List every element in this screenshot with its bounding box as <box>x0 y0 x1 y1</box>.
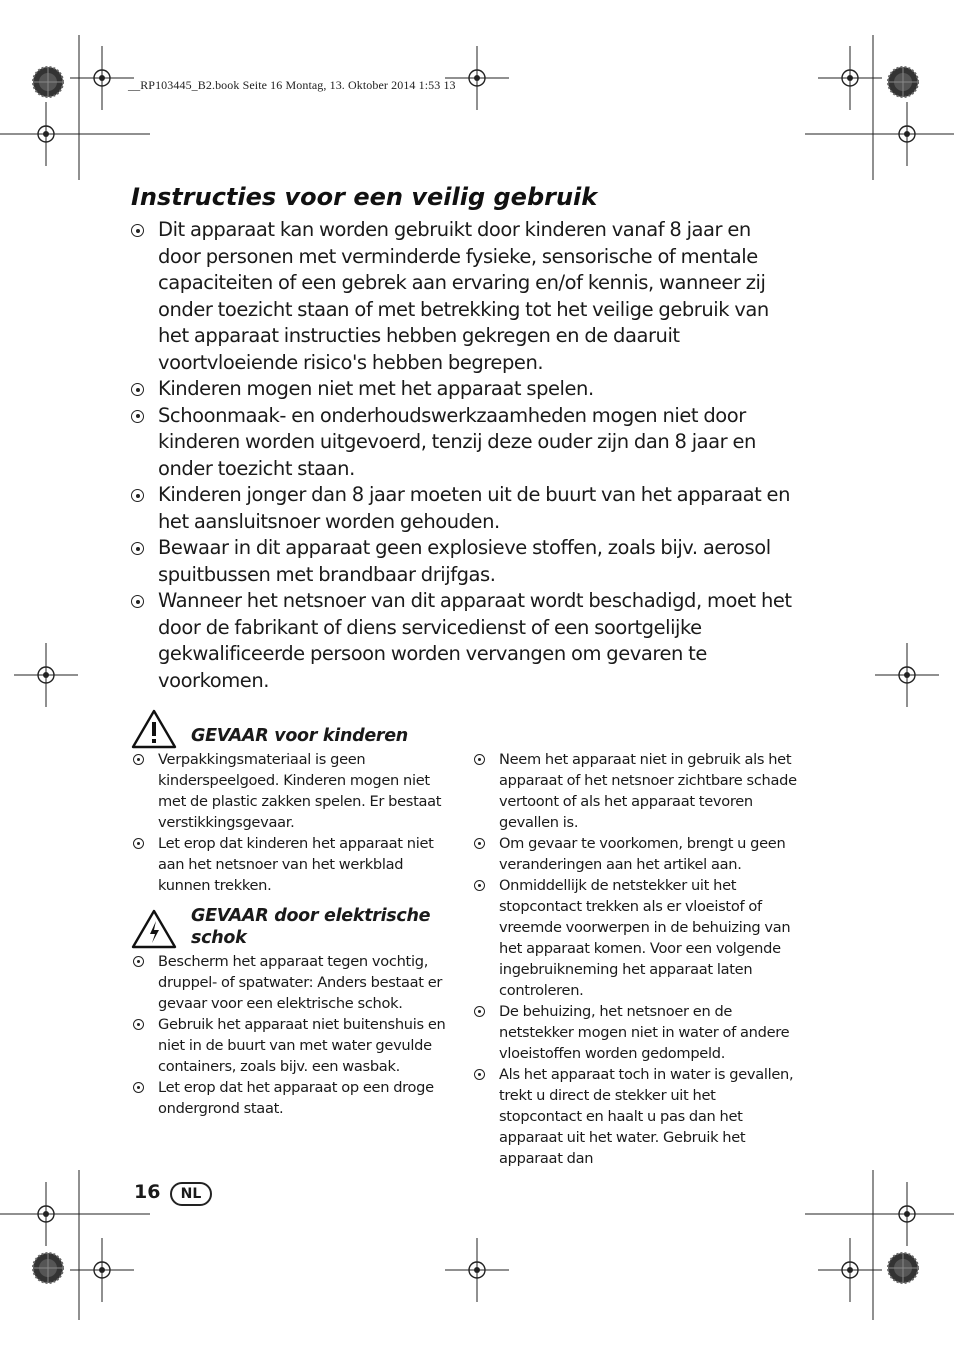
bullet-icon <box>131 542 144 555</box>
warning-electric-list <box>131 951 456 1119</box>
list-item: Kinderen mogen niet met het apparaat spelen. <box>131 376 797 403</box>
warning-children-title: GEVAAR voor kinderen <box>191 726 408 746</box>
warning-lightning-icon <box>131 909 177 949</box>
page-number: 16 <box>134 1181 161 1203</box>
list-item: Om gevaar te voorkomen, brengt u geen veranderingen aan het artikel aan. <box>472 833 797 875</box>
list-item: Schoonmaak- en onderhoudswerkzaamheden mogen niet door kinderen worden uitgevoerd, tenzij deze ouder zijn dan 8 jaar en onder toezicht staan. <box>131 403 797 483</box>
list-item: Onmiddellijk de netstekker uit het stopcontact trekken als er vloeistof of vreemde voorwerpen in de behuizing van het apparaat komen. Voor een volgende ingebruikneming het apparaat laten controleren. <box>472 875 797 1001</box>
bullet-icon <box>133 1019 144 1030</box>
bullet-icon <box>133 956 144 967</box>
list-item: Verpakkingsmateriaal is geen kinderspeelgoed. Kinderen mogen niet met de plastic zakken spelen. Er bestaat verstikkingsgevaar. <box>131 749 456 833</box>
warning-children-header <box>131 709 456 749</box>
list-item: Wanneer het netsnoer van dit apparaat wordt beschadigd, moet het door de fabrikant of diens servicedienst of een soortgelijke gekwalificeerde persoon worden vervangen om gevaren te voorkomen. <box>131 588 797 694</box>
bullet-icon <box>131 383 144 396</box>
bullet-icon <box>474 880 485 891</box>
list-item: Neem het apparaat niet in gebruik als het apparaat of het netsnoer zichtbare schade vertoont of als het apparaat tevoren gevallen is. <box>472 749 797 833</box>
bullet-icon <box>133 838 144 849</box>
bullet-icon <box>474 1069 485 1080</box>
warning-children-list <box>131 749 456 896</box>
bullet-icon <box>474 754 485 765</box>
bullet-icon <box>131 489 144 502</box>
safety-instructions-list <box>131 217 797 694</box>
warning-electric-title: GEVAAR door elektrische schok <box>191 906 431 948</box>
language-badge: NL <box>170 1182 212 1206</box>
list-item: Dit apparaat kan worden gebruikt door kinderen vanaf 8 jaar en door personen met verminderde fysieke, sensorische of mentale capaciteiten of een gebrek aan ervaring en/of kennis, wanneer zij onder toezicht staan of met betrekking tot het veilige gebruik van het apparaat instructies hebben gekregen en de daaruit voortvloeiende risico's hebben begrepen. <box>131 217 797 376</box>
list-item: Gebruik het apparaat niet buitenshuis en niet in de buurt van met water gevulde containers, zoals bijv. een wasbak. <box>131 1014 456 1077</box>
right-column-list <box>472 749 797 1169</box>
list-item: Bewaar in dit apparaat geen explosieve stoffen, zoals bijv. aerosol spuitbussen met brandbaar drijfgas. <box>131 535 797 588</box>
right-column <box>472 749 797 1169</box>
bullet-icon <box>474 1006 485 1017</box>
bullet-icon <box>133 754 144 765</box>
list-item: Als het apparaat toch in water is gevallen, trekt u direct de stekker uit het stopcontact en haalt u pas dan het apparaat uit het water. Gebruik het apparaat dan <box>472 1064 797 1169</box>
list-item: Kinderen jonger dan 8 jaar moeten uit de buurt van het apparaat en het aansluitsnoer worden gehouden. <box>131 482 797 535</box>
list-item: Let erop dat het apparaat op een droge ondergrond staat. <box>131 1077 456 1119</box>
bullet-icon <box>133 1082 144 1093</box>
warning-children-block <box>131 709 456 896</box>
bullet-icon <box>474 838 485 849</box>
warning-electric-header <box>131 905 456 951</box>
list-item: De behuizing, het netsnoer en de netstekker mogen niet in water of andere vloeistoffen worden gedompeld. <box>472 1001 797 1064</box>
bullet-icon <box>131 410 144 423</box>
bullet-icon <box>131 595 144 608</box>
bullet-icon <box>131 224 144 237</box>
list-item: Let erop dat kinderen het apparaat niet aan het netsnoer van het werkblad kunnen trekken. <box>131 833 456 896</box>
warning-exclamation-icon <box>131 709 177 749</box>
warning-electric-block <box>131 905 456 1119</box>
file-header: __RP103445_B2.book Seite 16 Montag, 13. Oktober 2014 1:53 13 <box>128 78 456 92</box>
list-item: Bescherm het apparaat tegen vochtig, druppel- of spatwater: Anders bestaat er gevaar voor een elektrische schok. <box>131 951 456 1014</box>
section-title: Instructies voor een veilig gebruik <box>131 183 598 211</box>
